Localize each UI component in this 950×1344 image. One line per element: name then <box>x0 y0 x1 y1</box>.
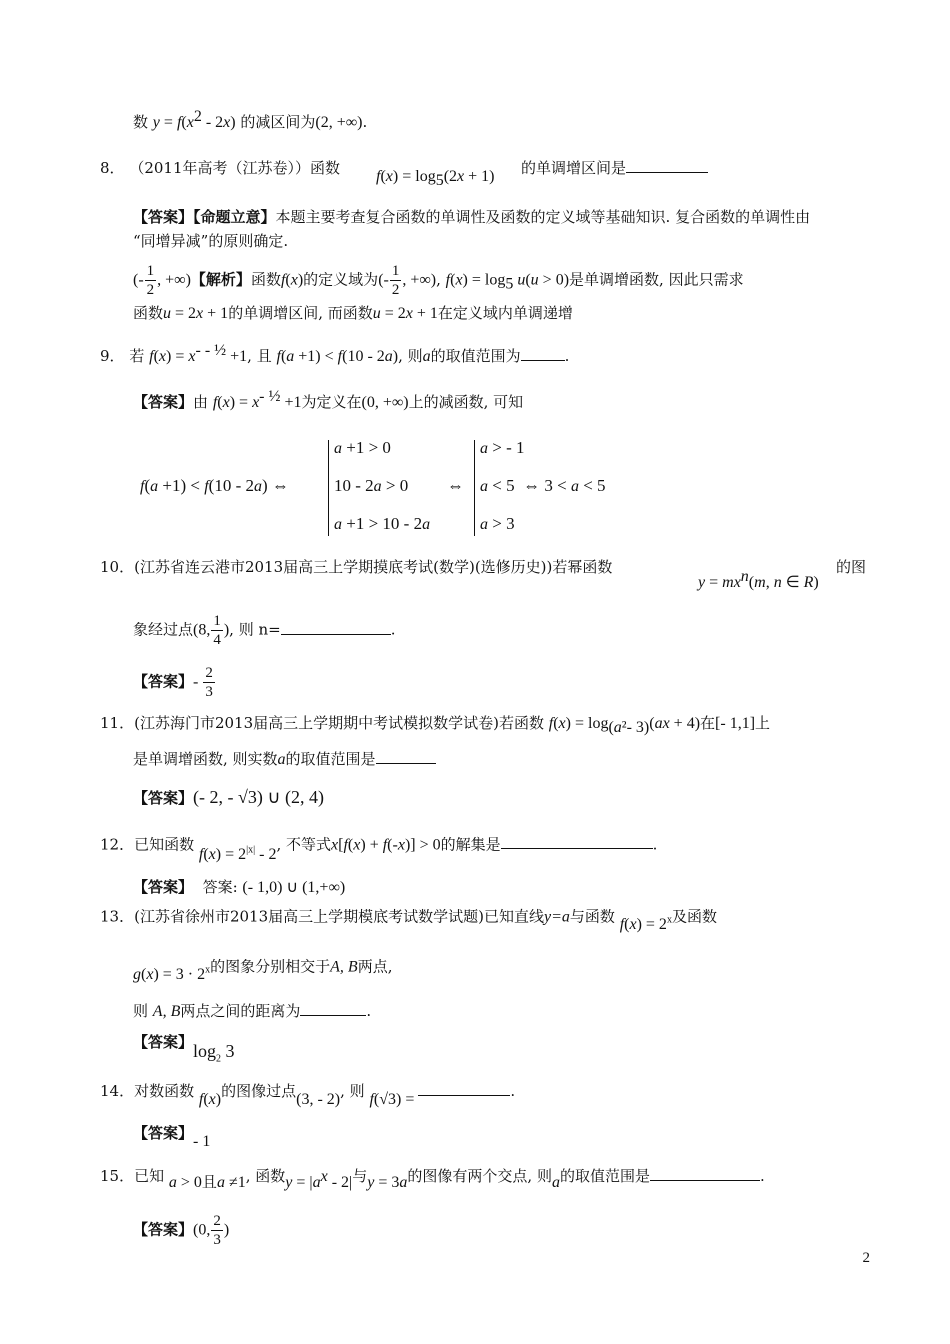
question-text: 象经过点 <box>133 620 194 639</box>
question-text: 的图像过点 <box>221 1082 297 1100</box>
analysis-text: 在定义域内单调递增 <box>437 304 573 322</box>
q12-answer: 【答案】 答案: (- 1,0) ∪ (1,+∞) <box>133 878 346 896</box>
system-2-row-3: a > 3 <box>480 514 515 533</box>
question-number: 10． <box>100 558 135 576</box>
question-text: 两点, <box>357 957 393 976</box>
answer-blank <box>501 834 653 849</box>
analysis-text: 的单调增区间, 而函数 <box>228 304 373 322</box>
q13-line-2: $g(x) = 3 \cdot 2^x$的图象分别相交于A, B两点, <box>133 957 393 984</box>
question-10 <box>100 556 612 578</box>
text-suffix: 的减区间为 <box>240 113 316 131</box>
question-text: 上 <box>755 714 771 732</box>
question-text: 的图 <box>836 558 867 576</box>
q10-function: $y = mx^n(m$, n ∈ R) <box>698 568 819 591</box>
answer-blank <box>521 346 565 361</box>
question-text: 对数函数 <box>134 1082 195 1100</box>
q10-line-2: 象经过点(8, $\frac{1}{4}$ ), 则 n= . <box>133 613 396 648</box>
q14-answer: 【答案】- 1 <box>133 1124 211 1150</box>
analysis-text: 的定义域为 <box>303 270 379 289</box>
q8-function: $f(x) = \log_5(2x + 1)$ <box>376 168 495 189</box>
answer-tag: 【答案】 <box>133 1033 194 1051</box>
question-source: (江苏省徐州市2013届高三上学期模底考试数学试题)已知直线 <box>134 907 544 926</box>
answer-tag: 【答案】 <box>133 878 194 896</box>
question-8 <box>100 157 340 179</box>
question-source: (江苏省连云港市2013届高三上学期摸底考试(数学)(选修历史))若幂函数 <box>134 558 613 576</box>
q9-answer: 【答案】由 $f(x) = x^{- \frac{1}{2}} +1$为定义在(0, +∞)上的减函数, 可知 <box>133 388 524 411</box>
q11-line-2: 是单调增函数, 则实数a的取值范围是 <box>133 748 436 771</box>
question-text: , 不等式 <box>276 835 332 854</box>
intent-text-2: “同增异减”的原则确定. <box>133 232 289 250</box>
question-text: 的取值范围是 <box>559 1167 650 1185</box>
system-2-row-2: a < 5 ⇔ 3 < a < 5 <box>480 476 606 495</box>
system-1-row-3: a +1 > 10 - 2a <box>334 514 431 533</box>
system-1-row-1: a +1 > 0 <box>334 438 391 457</box>
question-text: , 函数 <box>245 1167 286 1185</box>
question-number: 9． <box>100 347 125 365</box>
answer-text: 为定义在 <box>301 393 362 411</box>
q8-intent-2 <box>133 230 288 252</box>
analysis-text: 函数 <box>133 304 164 322</box>
question-text: 的取值范围是 <box>285 750 376 768</box>
continuation-line: 数 $y = f(x^2 - 2x)$ 的减区间为(2, +∞). <box>133 108 368 131</box>
question-11: 11．(江苏海门市2013届高三上学期期中考试模拟数学试卷)若函数 $f(x) = \log_{(a^2- 3)}(ax + 4)$在[- 1,1]上 <box>100 714 771 736</box>
answer-blank <box>418 1081 510 1096</box>
system-lhs: f(a +1) < f(10 - 2a) ⇔ <box>140 476 289 495</box>
answer-blank <box>376 749 436 764</box>
q15-answer: 【答案】(0, $\frac{2}{3}$ ) <box>133 1213 230 1248</box>
question-text: , 则 n= <box>229 620 281 639</box>
answer-tag: 【答案】 <box>133 393 194 411</box>
question-text: 若 <box>129 347 145 365</box>
system-2-row-1: a > - 1 <box>480 438 525 457</box>
question-number: 15． <box>100 1167 135 1185</box>
question-text: 的解集是 <box>440 835 501 854</box>
analysis-text: 函数 <box>250 270 281 289</box>
intent-tag: 【命题立意】 <box>193 208 276 226</box>
page-number: 2 <box>862 1250 870 1266</box>
question-number: 11． <box>100 714 135 732</box>
question-text: 与 <box>352 1167 368 1185</box>
question-source: (江苏海门市2013届高三上学期期中考试模拟数学试卷)若函数 <box>134 714 544 732</box>
answer-tag: 【答案】 <box>133 208 194 226</box>
q8-analysis-2: 函数u = 2x + 1的单调增区间, 而函数u = 2x + 1在定义域内单调递增 <box>133 304 573 322</box>
q8-tail <box>521 157 708 179</box>
question-14: 14．对数函数 f(x)的图像过点(3, - 2), 则 f(√3) = . <box>100 1082 516 1108</box>
text-prefix: 数 <box>133 113 149 131</box>
answer-fraction: $\frac{2}{3}$ <box>205 665 213 700</box>
q8-tail-text: 的单调增区间是 <box>521 159 627 177</box>
answer-text: 上的减函数, 可知 <box>408 393 524 411</box>
question-9: 9． 若 $f(x) = x^{- - \frac{1}{2}} +1$, 且 f(a +1) < f(10 - 2a), 则a的取值范围为 . <box>100 342 570 365</box>
question-text: , 则 <box>340 1082 365 1100</box>
question-12: 12．已知函数 $f(x) = 2^{|x|} - 2$, 不等式x[f(x) + f(-x)] > 0的解集是 . <box>100 835 658 864</box>
question-number: 13． <box>100 907 135 926</box>
question-number: 12． <box>100 835 135 854</box>
question-text: 已知函数 <box>134 835 195 854</box>
question-15: 15．已知 a > 0且a ≠1, 函数$y = |a^x - 2|$与y = 3a的图像有两个交点, 则a的取值范围是 . <box>100 1167 765 1191</box>
answer-tag: 【答案】 <box>133 1124 194 1142</box>
equiv-arrow: ⇔ <box>447 476 464 495</box>
question-text: 与函数 <box>569 907 615 926</box>
answer-blank <box>300 1001 366 1016</box>
question-source: （2011年高考（江苏卷））函数 <box>129 159 341 177</box>
answer-fraction: $\frac{2}{3}$ <box>213 1213 221 1248</box>
intent-text: 本题主要考查复合函数的单调性及函数的定义域等基础知识. 复合函数的单调性由 <box>275 208 811 226</box>
analysis-text: 是单调增函数, 因此只需求 <box>569 270 744 289</box>
question-text: 在 <box>700 714 716 732</box>
question-text: 已知 <box>134 1167 165 1185</box>
question-text: 的图象分别相交于 <box>210 957 331 976</box>
question-text: 的图像有两个交点, 则 <box>407 1167 552 1185</box>
q10-tail <box>836 556 866 578</box>
math-y-eq-f: y <box>152 114 160 131</box>
left-brace-2 <box>474 440 475 536</box>
question-text: 及函数 <box>671 907 717 926</box>
system-1-row-2: 10 - 2a > 0 <box>334 476 409 495</box>
q8-answer <box>133 206 810 228</box>
answer-text: 答案: <box>202 878 238 896</box>
question-text: 的取值范围为 <box>430 347 521 365</box>
question-text: 是单调增函数, 则实数 <box>133 750 278 768</box>
answer-tag: 【答案】 <box>133 1220 194 1239</box>
answer-blank <box>626 158 708 173</box>
question-text: , 则 <box>398 347 423 365</box>
question-text: 则 <box>133 1002 149 1020</box>
q13-line-3: 则 A, B两点之间的距离为 . <box>133 1002 372 1020</box>
question-number: 8． <box>100 159 125 177</box>
question-text: , 且 <box>247 347 272 365</box>
answer-blank <box>650 1166 760 1181</box>
question-13: 13．(江苏省徐州市2013届高三上学期模底考试数学试题)已知直线y=a与函数 $f(x) = 2^x$及函数 <box>100 907 717 934</box>
analysis-tag: 【解析】 <box>190 270 251 289</box>
q11-answer: 【答案】(- 2, - √3) ∪ (2, 4) <box>133 787 325 807</box>
left-brace-1 <box>328 440 329 536</box>
question-text: 两点之间的距离为 <box>180 1002 301 1020</box>
answer-tag: 【答案】 <box>133 789 194 807</box>
answer-text: 由 <box>193 393 209 411</box>
q8-analysis: (- $\frac{1}{2}$ , +∞)【解析】函数f(x)的定义域为(- $\frac{1}{2}$ , +∞), $f(x) = \log_5 u(u > 0)$是单调增函数, 因此只需求 <box>133 263 744 298</box>
fraction-half: $\frac{1}{2}$ <box>146 263 155 298</box>
q10-answer: 【答案】- $\frac{2}{3}$ <box>133 665 213 700</box>
question-number: 14． <box>100 1082 135 1100</box>
q13-answer: 【答案】$\log_2 3$ <box>133 1033 235 1065</box>
answer-tag: 【答案】 <box>133 672 194 691</box>
answer-blank <box>281 620 391 635</box>
